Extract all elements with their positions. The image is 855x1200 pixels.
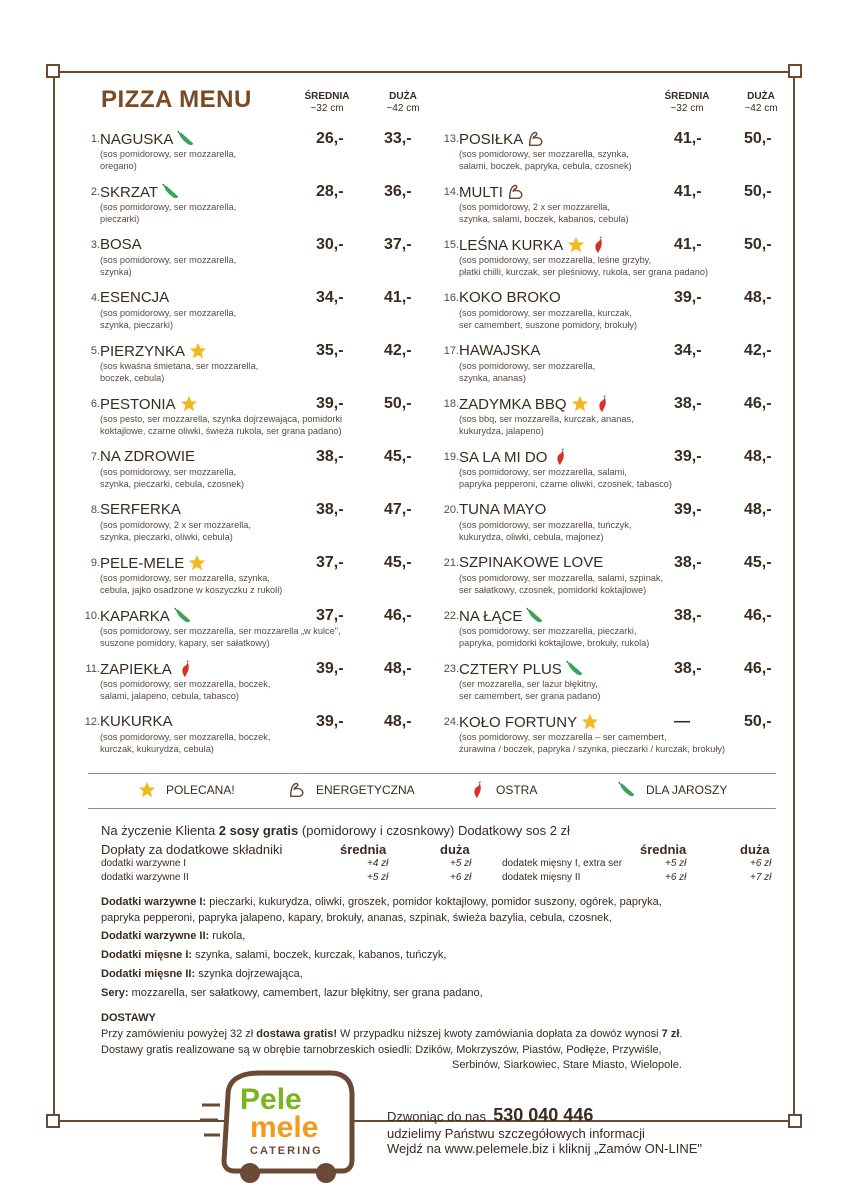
- description-line: (sos pomidorowy, ser mozzarella, szynka,: [100, 573, 270, 583]
- price-medium: —: [674, 713, 690, 730]
- ingredients-line: Dodatki mięsne II: szynka dojrzewająca,: [101, 968, 303, 980]
- menu-item: [80, 713, 420, 763]
- item-name-text: PIERZYNKA: [100, 342, 186, 360]
- contact-web-line[interactable]: Wejdź na www.pelemele.biz i kliknij „Zamów ON-LINE": [387, 1141, 703, 1156]
- extras-row-label: dodatki warzywne I: [101, 858, 187, 869]
- logo-word-pele: Pele: [240, 1083, 302, 1116]
- description-line: salami, jalapeno, cebula, tabasco): [100, 691, 239, 701]
- price-large: 46,-: [744, 395, 772, 412]
- col-header-large: DUŻA ~42 cm: [386, 91, 420, 114]
- description-line: szynka, ananas): [459, 373, 526, 383]
- extras-col-medium: średnia: [640, 842, 687, 857]
- item-description: [459, 413, 634, 437]
- price-large: 42,-: [384, 342, 412, 359]
- description-line: (sos pomidorowy, ser mozzarella,: [100, 255, 237, 265]
- item-number: 12.: [84, 716, 100, 728]
- description-line: (sos pomidorowy, ser mozzarella – ser camembert,: [459, 732, 667, 742]
- menu-item: [80, 607, 420, 657]
- item-name: [100, 607, 192, 625]
- price-medium: 38,-: [316, 448, 344, 465]
- item-name: [100, 448, 195, 465]
- item-description: [459, 572, 663, 596]
- price-medium: 39,-: [316, 713, 344, 730]
- description-line: suszone pomidory, kapary, ser sałatkowy): [100, 638, 270, 648]
- price-large: 48,-: [744, 448, 772, 465]
- item-description: [100, 519, 251, 543]
- description-line: (sos kwaśna śmietana, ser mozzarella,: [100, 361, 259, 371]
- item-name: [100, 289, 169, 306]
- green-pepper-icon: [526, 607, 544, 625]
- description-line: (sos pomidorowy, ser mozzarella, kurczak,: [459, 308, 632, 318]
- star-icon: [138, 781, 156, 799]
- price-large: 47,-: [384, 501, 412, 518]
- price-large: 50,-: [384, 395, 412, 412]
- description-line: szynka, pieczarki, cebula, czosnek): [100, 479, 244, 489]
- item-name-text: CZTERY PLUS: [459, 660, 562, 678]
- extras-row-large: +6 zł: [450, 872, 472, 883]
- menu-item: [439, 554, 779, 604]
- item-number: 21.: [443, 557, 459, 569]
- item-description: [459, 148, 632, 172]
- description-line: pieczarki): [100, 214, 140, 224]
- description-line: (sos pomidorowy, ser mozzarella, tuńczyk,: [459, 520, 632, 530]
- item-description: [100, 360, 258, 384]
- description-line: kukurydza, jalapeno): [459, 426, 544, 436]
- item-number: 3.: [90, 239, 100, 251]
- green-pepper-icon: [162, 183, 180, 201]
- item-number: 10.: [84, 610, 100, 622]
- description-line: (sos pomidorowy, ser mozzarella, boczek,: [100, 679, 271, 689]
- item-number: 15.: [443, 239, 459, 251]
- item-description: [100, 413, 342, 437]
- menu-item: [439, 183, 779, 233]
- item-name: [459, 607, 544, 625]
- item-description: [100, 466, 244, 490]
- description-line: (sos pomidorowy, ser mozzarella, pieczarki,: [459, 626, 637, 636]
- price-large: 33,-: [384, 130, 412, 147]
- item-number: 8.: [90, 504, 100, 516]
- legend-veg: DLA JAROSZY: [618, 781, 727, 799]
- delivery-line: Dostawy gratis realizowane są w obrębie tarnobrzeskich osiedli: Dzików, Mokrzyszów, Piastów, Podłęże, Przywiśle,: [101, 1044, 662, 1056]
- extras-row-medium: +5 zł: [665, 858, 687, 869]
- menu-item: [80, 236, 420, 286]
- page-title: PIZZA MENU: [101, 86, 252, 113]
- item-description: [100, 731, 270, 755]
- price-large: 46,-: [744, 660, 772, 677]
- extras-col-medium: średnia: [340, 842, 387, 857]
- contact-block: [387, 1105, 702, 1156]
- price-large: 50,-: [744, 713, 772, 730]
- star-icon: [180, 395, 198, 413]
- price-medium: 39,-: [674, 448, 702, 465]
- green-pepper-icon: [177, 130, 195, 148]
- price-large: 37,-: [384, 236, 412, 253]
- item-name-text: SZPINAKOWE LOVE: [459, 554, 604, 571]
- item-description: [100, 572, 282, 596]
- extras-row-large: +7 zł: [750, 872, 772, 883]
- extras-row-label: dodatki warzywne II: [101, 872, 189, 883]
- extras-row-large: +5 zł: [450, 858, 472, 869]
- star-icon: [571, 395, 589, 413]
- menu-item: [80, 554, 420, 604]
- description-line: ser sałatkowy, czosnek, pomidorki koktajlowe): [459, 585, 647, 595]
- menu-item: [439, 501, 779, 551]
- item-description: [100, 201, 236, 225]
- item-name: [459, 183, 525, 201]
- item-name-text: NA ZDROWIE: [100, 448, 196, 465]
- menu-item: [80, 501, 420, 551]
- description-line: oregano): [100, 161, 137, 171]
- item-name-text: NA ŁĄCE: [459, 607, 523, 625]
- chili-pepper-icon: [176, 660, 194, 678]
- delivery-line: Serbinów, Siarkowiec, Stare Miasto, Wielopole.: [452, 1059, 682, 1071]
- menu-item: [80, 183, 420, 233]
- price-large: 45,-: [384, 554, 412, 571]
- legend-energy: ENERGETYCZNA: [288, 781, 415, 799]
- price-medium: 41,-: [674, 236, 702, 253]
- frame-corner: [46, 1114, 60, 1128]
- extras-row-medium: +4 zł: [367, 858, 389, 869]
- legend-hot: OSTRA: [468, 781, 537, 799]
- menu-item: [80, 342, 420, 392]
- item-name-text: POSIŁKA: [459, 130, 524, 148]
- price-medium: 38,-: [674, 607, 702, 624]
- price-medium: 30,-: [316, 236, 344, 253]
- price-medium: 39,-: [316, 660, 344, 677]
- phone-number[interactable]: 530 040 446: [493, 1105, 594, 1125]
- col-header-medium: ŚREDNIA ~32 cm: [664, 91, 710, 114]
- ingredients-line: papryka pepperoni, papryka jalapeno, kapary, brokuły, ananas, szpinak, świeża bazylia, cebula, czosnek,: [101, 912, 612, 924]
- extras-heading: Dopłaty za dodatkowe składniki: [101, 842, 283, 857]
- chili-pepper-icon: [551, 448, 569, 466]
- menu-item: [439, 607, 779, 657]
- description-line: płatki chilli, kurczak, ser pleśniowy, rukola, ser grana padano): [459, 267, 709, 277]
- price-medium: 26,-: [316, 130, 344, 147]
- sauce-note: Na życzenie Klienta 2 sosy gratis (pomidorowy i czosnkowy) Dodatkowy sos 2 zł: [101, 823, 570, 838]
- price-large: 50,-: [744, 130, 772, 147]
- description-line: (sos pomidorowy, ser mozzarella, salami, szpinak,: [459, 573, 664, 583]
- ingredients-line: Dodatki mięsne I: szynka, salami, boczek, kurczak, kabanos, tuńczyk,: [101, 949, 447, 961]
- ingredients-line: Dodatki warzywne II: rukola,: [101, 930, 246, 942]
- price-large: 48,-: [744, 501, 772, 518]
- item-number: 5.: [90, 345, 100, 357]
- price-medium: 28,-: [316, 183, 344, 200]
- menu-item: [80, 448, 420, 498]
- chili-pepper-icon: [468, 781, 486, 799]
- price-large: 42,-: [744, 342, 772, 359]
- star-icon: [581, 713, 599, 731]
- price-medium: 39,-: [674, 289, 702, 306]
- item-name-text: ESENCJA: [100, 289, 170, 306]
- description-line: papryka pepperoni, czarne oliwki, czosnek, tabasco): [459, 479, 672, 489]
- description-line: (sos pomidorowy, 2 x ser mozzarella,: [459, 202, 610, 212]
- item-name-text: SERFERKA: [100, 501, 181, 518]
- price-medium: 37,-: [316, 554, 344, 571]
- extras-col-large: duża: [740, 842, 770, 857]
- price-large: 48,-: [744, 289, 772, 306]
- price-medium: 39,-: [316, 395, 344, 412]
- price-large: 50,-: [744, 183, 772, 200]
- menu-item: [439, 448, 779, 498]
- flexed-arm-icon: [527, 130, 545, 148]
- item-description: [100, 678, 270, 702]
- chili-pepper-icon: [589, 236, 607, 254]
- item-name: [100, 236, 142, 253]
- item-name-text: PESTONIA: [100, 395, 176, 413]
- description-line: papryka, pomidorki koktajlowe, brokuły, rukola): [459, 638, 650, 648]
- description-line: (sos pomidorowy, ser mozzarella, leśne grzyby,: [459, 255, 652, 265]
- description-line: kurczak, kukurydza, cebula): [100, 744, 214, 754]
- star-icon: [567, 236, 585, 254]
- description-line: (sos pomidorowy, ser mozzarella,: [459, 361, 596, 371]
- price-medium: 35,-: [316, 342, 344, 359]
- item-name-text: BOSA: [100, 236, 142, 253]
- item-name: [100, 660, 194, 678]
- item-number: 1.: [90, 133, 100, 145]
- description-line: (sos pomidorowy, ser mozzarella, boczek,: [100, 732, 271, 742]
- item-number: 20.: [443, 504, 459, 516]
- item-number: 2.: [90, 186, 100, 198]
- item-name-text: SKRZAT: [100, 183, 159, 201]
- green-pepper-icon: [174, 607, 192, 625]
- item-number: 18.: [443, 398, 459, 410]
- extras-row-large: +6 zł: [750, 858, 772, 869]
- item-name-text: KAPARKA: [100, 607, 170, 625]
- menu-item: [439, 660, 779, 710]
- description-line: żurawina / boczek, papryka / szynka, pieczarki / kurczak, brokuły): [459, 744, 726, 754]
- item-description: [459, 254, 708, 278]
- description-line: (sos pomidorowy, ser mozzarella,: [100, 467, 237, 477]
- item-name-text: ZADYMKA BBQ: [459, 395, 567, 413]
- menu-item: [80, 660, 420, 710]
- price-medium: 41,-: [674, 183, 702, 200]
- item-name-text: SA LA MI DO: [459, 448, 548, 466]
- description-line: szynka, pieczarki, oliwki, cebula): [100, 532, 233, 542]
- price-large: 36,-: [384, 183, 412, 200]
- price-medium: 34,-: [316, 289, 344, 306]
- item-name-text: HAWAJSKA: [459, 342, 541, 359]
- item-name-text: ZAPIEKŁA: [100, 660, 172, 678]
- item-name: [100, 130, 195, 148]
- item-name-text: KUKURKA: [100, 713, 173, 730]
- menu-item: [439, 713, 779, 763]
- item-name: [459, 130, 545, 148]
- description-line: kukurydza, oliwki, cebula, majonez): [459, 532, 604, 542]
- extras-row-medium: +6 zł: [665, 872, 687, 883]
- description-line: (ser mozzarella, ser lazur błękitny,: [459, 679, 598, 689]
- price-large: 41,-: [384, 289, 412, 306]
- item-number: 22.: [443, 610, 459, 622]
- item-name: [100, 713, 173, 730]
- green-pepper-icon: [618, 781, 636, 799]
- legend-recommended: POLECANA!: [138, 781, 235, 799]
- item-number: 23.: [443, 663, 459, 675]
- description-line: szynka, pieczarki): [100, 320, 174, 330]
- item-name-text: MULTI: [459, 183, 503, 201]
- contact-info-line: udzielimy Państwu szczegółowych informacji: [387, 1126, 645, 1141]
- extras-col-large: duża: [440, 842, 470, 857]
- description-line: (sos bbq, ser mozzarella, kurczak, ananas,: [459, 414, 634, 424]
- description-line: szynka, salami, boczek, kabanos, cebula): [459, 214, 629, 224]
- item-name-text: LEŚNA KURKA: [459, 236, 564, 254]
- price-medium: 38,-: [674, 660, 702, 677]
- item-number: 9.: [90, 557, 100, 569]
- price-medium: 38,-: [316, 501, 344, 518]
- item-name: [459, 289, 561, 306]
- extras-row-label: dodatek mięsny I, extra ser: [502, 858, 623, 869]
- price-medium: 34,-: [674, 342, 702, 359]
- star-icon: [188, 554, 206, 572]
- item-number: 17.: [443, 345, 459, 357]
- chili-pepper-icon: [593, 395, 611, 413]
- price-large: 46,-: [744, 607, 772, 624]
- description-line: (sos pomidorowy, ser mozzarella, szynka,: [459, 149, 629, 159]
- item-name-text: NAGUSKA: [100, 130, 174, 148]
- item-description: [459, 519, 631, 543]
- company-logo: [200, 1065, 360, 1185]
- description-line: salami, boczek, papryka, cebula, czosnek): [459, 161, 632, 171]
- menu-item: [439, 289, 779, 339]
- price-medium: 37,-: [316, 607, 344, 624]
- description-line: (sos pomidorowy, ser mozzarella, salami,: [459, 467, 627, 477]
- item-description: [100, 254, 236, 278]
- item-name: [459, 342, 540, 359]
- description-line: ser camembert, suszone pomidory, brokuły): [459, 320, 638, 330]
- menu-item: [439, 236, 779, 286]
- item-name-text: KOKO BROKO: [459, 289, 561, 306]
- description-line: (sos pomidorowy, ser mozzarella,: [100, 308, 237, 318]
- menu-item: [80, 130, 420, 180]
- item-number: 13.: [443, 133, 459, 145]
- item-name-text: TUNA MAYO: [459, 501, 547, 518]
- ingredients-line: Dodatki warzywne I: pieczarki, kukurydza, oliwki, groszek, pomidor koktajlowy, pomidor suszony, ogórek, papryka,: [101, 896, 662, 908]
- delivery-line: Przy zamówieniu powyżej 32 zł dostawa gratis! W przypadku niższej kwoty zamówiania dopłata za dowóz wynosi 7 zł.: [101, 1028, 683, 1040]
- item-name: [100, 342, 207, 360]
- col-header-large: DUŻA ~42 cm: [744, 91, 778, 114]
- item-name: [100, 395, 198, 413]
- price-large: 48,-: [384, 660, 412, 677]
- menu-item: [439, 130, 779, 180]
- item-number: 24.: [443, 716, 459, 728]
- item-number: 19.: [443, 451, 459, 463]
- description-line: ser camembert, ser grana padano): [459, 691, 601, 701]
- item-name: [459, 236, 607, 254]
- item-name: [100, 554, 206, 572]
- item-number: 14.: [443, 186, 459, 198]
- description-line: (sos pomidorowy, 2 x ser mozzarella,: [100, 520, 251, 530]
- item-name: [100, 183, 180, 201]
- item-description: [459, 466, 672, 490]
- item-name: [459, 448, 569, 466]
- description-line: (sos pomidorowy, ser mozzarella, ser mozzarella „w kulce",: [100, 626, 341, 636]
- price-medium: 41,-: [674, 130, 702, 147]
- price-large: 45,-: [744, 554, 772, 571]
- extras-row-medium: +5 zł: [367, 872, 389, 883]
- price-large: 48,-: [384, 713, 412, 730]
- star-icon: [189, 342, 207, 360]
- item-description: [459, 307, 637, 331]
- item-name-text: KOŁO FORTUNY: [459, 713, 578, 731]
- price-medium: 39,-: [674, 501, 702, 518]
- item-number: 6.: [90, 398, 100, 410]
- frame-corner: [788, 1114, 802, 1128]
- price-medium: 38,-: [674, 395, 702, 412]
- item-description: [459, 678, 600, 702]
- ingredients-line: Sery: mozzarella, ser sałatkowy, camembert, lazur błękitny, ser grana padano,: [101, 987, 483, 999]
- item-number: 11.: [85, 663, 100, 675]
- menu-item: [80, 395, 420, 445]
- description-line: (sos pomidorowy, ser mozzarella,: [100, 202, 237, 212]
- flexed-arm-icon: [507, 183, 525, 201]
- item-description: [100, 625, 341, 649]
- item-name: [459, 501, 546, 518]
- item-number: 16.: [443, 292, 459, 304]
- description-line: (sos pomidorowy, ser mozzarella,: [100, 149, 237, 159]
- green-pepper-icon: [566, 660, 584, 678]
- item-name: [459, 395, 611, 413]
- col-header-medium: ŚREDNIA ~32 cm: [304, 91, 350, 114]
- logo-subtitle: CATERING: [250, 1145, 323, 1157]
- price-large: 45,-: [384, 448, 412, 465]
- item-description: [459, 625, 649, 649]
- contact-phone-line: Dzwoniąc do nas 530 040 446: [387, 1105, 594, 1125]
- item-description: [459, 201, 629, 225]
- item-description: [100, 148, 236, 172]
- menu-item: [439, 342, 779, 392]
- extras-row-label: dodatek mięsny II: [502, 872, 581, 883]
- description-line: cebula, jajko osadzone w koszyczku z rukoli): [100, 585, 283, 595]
- delivery-heading: DOSTAWY: [101, 1012, 156, 1024]
- description-line: boczek, cebula): [100, 373, 165, 383]
- item-name: [459, 713, 599, 731]
- frame-corner: [788, 64, 802, 78]
- item-description: [459, 360, 595, 384]
- description-line: koktajlowe, czarne oliwki, świeża rukola, ser grana padano): [100, 426, 342, 436]
- menu-item: [80, 289, 420, 339]
- item-number: 4.: [90, 292, 100, 304]
- legend: [88, 773, 776, 809]
- item-name-text: PELE-MELE: [100, 554, 185, 572]
- menu-item: [439, 395, 779, 445]
- price-large: 50,-: [744, 236, 772, 253]
- item-description: [459, 731, 725, 755]
- price-large: 46,-: [384, 607, 412, 624]
- description-line: (sos pesto, ser mozzarella, szynka dojrzewająca, pomidorki: [100, 414, 343, 424]
- logo-word-mele: mele: [250, 1111, 319, 1144]
- frame-corner: [46, 64, 60, 78]
- item-name: [459, 660, 584, 678]
- item-number: 7.: [90, 451, 100, 463]
- item-description: [100, 307, 236, 331]
- price-medium: 38,-: [674, 554, 702, 571]
- description-line: szynka): [100, 267, 132, 277]
- flexed-arm-icon: [288, 781, 306, 799]
- item-name: [100, 501, 181, 518]
- item-name: [459, 554, 603, 571]
